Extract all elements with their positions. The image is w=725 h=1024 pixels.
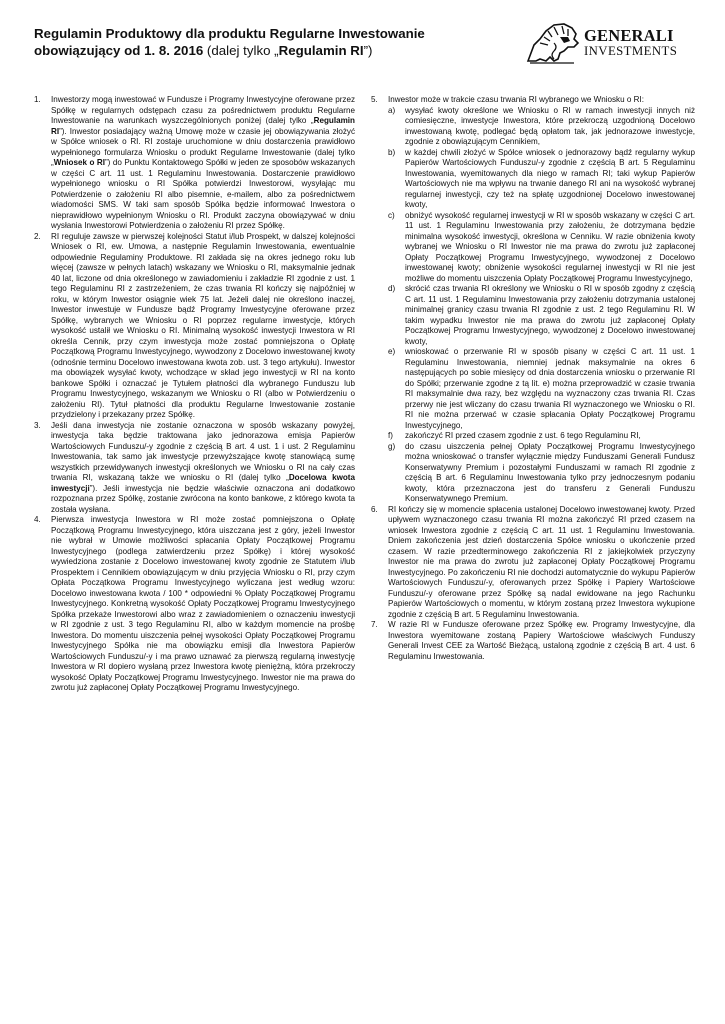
sub-clause-b: b) w każdej chwili złożyć w Spółce wniosek o jednorazowy bądź regularny wykup Papierów Wartościowych Funduszu/-y zgodnie z częścią B art. 5 Regulaminu Inwestowania, wyemitowanych dla niego w ramach RI; taki wykup Papierów Wartościowych nie ma wpływu na trwanie danego RI ani na wysokość wybranej regularnej inwestycji, czy też na spłatę uzgodnionej Docelowo inwestowanej kwoty, [388, 147, 695, 209]
clause-3: 3. Jeśli dana inwestycja nie zostanie oznaczona w sposób wskazany powyżej, inwestycja taka będzie traktowana jako jednorazowa emisja Papierów Wartościowych Funduszu/-y zgodnie z częścią B art. 4 ust. 1 i ust. 2 Regulaminu Inwestowania, tak samo jak inwestycje przewyższające kwotę stanowiącą sumę wszystkich przewidywanych inwestycji określonych we Wniosku o RI na cały czas trwania RI, wskazaną także we wniosku o RI (dalej tylko „Docelowa kwota inwestycji”). Jeśli inwestycja nie będzie właściwie oznaczona ani dodatkowo rozpoznana przez Spółkę, zostanie zwrócona na konto bankowe, z którego kwota ta została wysłana. [34, 420, 356, 514]
clause-1: 1. Inwestorzy mogą inwestować w Fundusze i Programy Inwestycyjne oferowane przez Spółkę w regularnych odstępach czasu za pośrednictwem produktu Regularne Inwestowanie na warunkach wyszczególnionych poniżej (dalej tylko „Regulamin RI”). Inwestor posiadający ważną Umowę może w czasie jej obowiązywania złożyć w Spółce wniosek o RI. RI zostaje uruchomione w dniu dostarczenia prawidłowo wypełnionego formularza Wniosku o produkt Regularne Inwestowanie (dalej tylko „Wniosek o RI”) do Punktu Kontaktowego Spółki w jeden ze sposobów wskazanych w części C art. 11 ust. 1 Regulaminu Inwestowania. Dostarczenie prawidłowo wypełnionego wniosku o RI Spółka potwierdzi Inwestorowi, wysyłając mu Potwierdzenie o założeniu RI albo pisemnie, e-mailem, albo za pośrednictwem wiadomości SMS. W taki sam sposób Spółka będzie informować Inwestora o nieprawidłowo wypełnionym Wniosku o RI. Produkt zaczyna obowiązywać w dniu wysłania Inwestorowi Potwierdzenia o założeniu RI przez Spółkę. [34, 95, 355, 230]
clause-number: 2. [34, 231, 41, 241]
sub-clause-list [388, 106, 695, 505]
right-column [367, 95, 695, 662]
sub-clause-e: e) wnioskować o przerwanie RI w sposób pisany w części C art. 11 ust. 1 Regulaminu Inwestowania, niemniej jednak maksymalnie na okres 6 następujących po sobie miesięcy od dnia dostarczenia wniosku o przerwanie RI do Spółki; przerwanie zgodne z tą lit. e) można przeprowadzić w czasie trwania RI maksymalnie dwa razy, bez względu na wyznaczony czas trwania RI. Czas przerwy nie jest wliczany do czasu trwania RI wyznaczonego we Wniosku o RI. RI nie można przerwać w czasie spłacania Opłaty Początkowej Programu Inwestycyjnego, [388, 347, 695, 430]
sub-clause-d: d) skrócić czas trwania RI określony we Wniosku o RI w sposób zgodny z częścią C art. 11 ust. 1 Regulaminu Inwestowania przy założeniu dotrzymania ustalonej minimalnej granicy czasu trwania RI zgodnie z ust. 2 tego Regulaminu RI. W takim wypadku Inwestor nie ma prawa do zwrotu już zapłaconej Opłaty Początkowej Programu Inwestycyjnego, wywodzonej z Docelowo inwestowanej kwoty, [388, 284, 695, 346]
clause-number: 3. [34, 420, 41, 430]
sub-clause-a: a) wysyłać kwoty określone we Wniosku o RI w ramach inwestycji innych niż comiesięczne, inwestycje Inwestora, które przekroczą uzgodnioną Docelowo inwestowaną kwotę, podlegać będą opłatom tak, jak jednorazowe inwestycje, zgodnie z obowiązującym Cennikiem, [388, 105, 695, 146]
sub-clause-c: c) obniżyć wysokość regularnej inwestycji w RI w sposób wskazany w części C art. 11 ust. 1 Regulaminu Inwestowania przy założeniu, że dotrzymana będzie minimalna wysokość inwestycji, określona w Cenniku. W razie obniżenia kwoty wybranej we Wniosku o RI Inwestor nie ma prawa do zwrotu już zapłaconej Opłaty Początkowej Programu Inwestycyjnego, wywodzonej z Docelowo inwestowanej kwoty; obniżenie wysokości regularnej inwestycji w RI nie jest możliwe do momentu uiszczenia Opłaty Początkowej Programu Inwestycyjnego, [388, 210, 695, 283]
sub-clause-g: g) do czasu uiszczenia pełnej Opłaty Początkowej Programu Inwestycyjnego można wnioskować o transfer wyłącznie między Funduszami Generali Fundusz Konserwatywny Premium i pozostałymi Funduszami w ramach RI zgodnie z częścią B art. 6 Regulaminu Inwestowania tylko przy jednoczesnym podaniu kwoty, która przeznaczona jest do transferu z Generali Funduszu Konserwatywnego Premium. [388, 441, 695, 503]
sub-clause-f: f) zakończyć RI przed czasem zgodnie z ust. 6 tego Regulaminu RI, [388, 431, 641, 440]
title-line-1: Regulamin Produktowy dla produktu Regularne Inwestowanie [34, 26, 425, 41]
clause-4: 4. Pierwsza inwestycja Inwestora w RI może zostać pomniejszona o Opłatę Początkową Programu Inwestycyjnego, która uiszczana jest z góry, jeżeli Inwestor nie wybrał w Umowie możliwości spłacania Opłaty Początkowej Programu Inwestycyjnego (podlega zatwierdzeniu przez Spółkę) i której wysokość wywiedziona zostanie z Docelowo inwestowanej kwoty zgodnie ze Statutem i/lub Prospektem i Cennikiem obowiązującym w dniu przyjęcia Wniosku o RI, przy czym Opłata Początkowa Programu Inwestycyjnego wyliczana jest według wzoru: Docelowo inwestowana kwota / 100 * odpowiedni % Opłaty Początkowej Programu Inwestycyjnego. Konkretną wysokość Opłaty Początkowej Programu Inwestycyjnego Spółka przekaże Inwestorowi albo wraz z zawiadomieniem o oznaczeniu inwestycji w RI zgodnie z ust. 3 tego Regulaminu RI, albo w każdym momencie na prośbę Inwestora. Do momentu uiszczenia pełnej wysokości Opłaty Początkowej Programu Inwestycyjnego Spółka nie ma obowiązku emisji dla Inwestora Papierów Wartościowych Funduszu/-y i ma prawo uznawać za pierwszą regularną inwestycję Inwestora w RI dopiero wysłaną przez Inwestora kwotę pieniężną, która przekroczy wysokość Opłaty Początkowej Programu Inwestycyjnego. Inwestor nie ma prawa do zwrotu już zapłaconej Opłaty Początkowej Programu Inwestycyjnego. [34, 515, 355, 692]
clause-list-right [367, 95, 695, 662]
clause-7: 7. W razie RI w Fundusze oferowane przez Spółkę ew. Programy Inwestycyjne, dla Inwestora wyemitowane zostaną Papiery Wartościowe właściwych Funduszy Generali Invest CEE za Wartość Bieżącą, ustaloną zgodnie z częścią B art. 4 ust. 6 Regulaminu Inwestowania. [371, 620, 695, 661]
title-line-2: obowiązujący od 1. 8. 2016 (dalej tylko „Regulamin RI”) [34, 43, 373, 58]
clause-number: 4. [34, 515, 41, 524]
lion-emblem-icon [524, 21, 582, 65]
document-title [34, 25, 514, 59]
clause-5: 5. Inwestor może w trakcie czasu trwania RI wybranego we Wniosku o RI: a) wysyłać kwoty określone we Wniosku o RI w ramach inwestycji innych niż comiesięczne, inwestycje Inwestora, które przekroczą uzgodnioną Docelowo inwestowaną kwotę, podlegać będą opłatom tak, jak jednorazowe inwestycje, zgodnie z obowiązującym Cennikiem, b) w każdej chwili złożyć w Spółce wniosek o jednorazowy bądź regularny wykup Papierów Wartościowych Funduszu/-y zgodnie z częścią B art. 5 Regulaminu Inwestowania, wyemitowanych dla niego w ramach RI; taki wykup Papierów Wartościowych nie ma wpływu na trwanie danego RI ani na wysokość wybranej regularnej inwestycji, czy też na spłatę uzgodnionej Docelowo inwestowanej kwoty, c) obniżyć wysokość regularnej inwestycji w RI w sposób wskazany w części C art. 11 ust. 1 Regulaminu Inwestowania przy założeniu, że dotrzymana będzie minimalna wysokość inwestycji, określona w Cenniku. W razie obniżenia kwoty wybranej we Wniosku o RI Inwestor nie ma prawa do zwrotu już zapłaconej Opłaty Początkowej Programu Inwestycyjnego, wywodzonej z Docelowo inwestowanej kwoty; obniżenie wysokości regularnej inwestycji w RI nie jest możliwe do momentu uiszczenia Opłaty Początkowej Programu Inwestycyjnego, d) skrócić czas trwania RI określony we Wniosku o RI w sposób zgodny z częścią C art. 11 ust. 1 Regulaminu Inwestowania przy założeniu dotrzymania ustalonej minimalnej granicy czasu trwania RI zgodnie z ust. 2 tego Regulaminu RI. W takim wypadku Inwestor nie ma prawa do zwrotu już zapłaconej Opłaty Początkowej Programu Inwestycyjnego, wywodzonej z Docelowo inwestowanej kwoty, e) wnioskować o przerwanie RI w sposób pisany w części C art. 11 ust. 1 Regulaminu Inwestowania, niemniej jednak maksymalnie na okres 6 następujących po sobie miesięcy od dnia dostarczenia wniosku o przerwanie RI do Spółki; przerwanie zgodne z tą lit. e) można przeprowadzić w czasie trwania RI maksymalnie dwa razy, bez względu na wyznaczony czas trwania RI. Czas przerwy nie jest wliczany do czasu trwania RI wyznaczonego we Wniosku o RI. RI nie można przerwać w czasie spłacania Opłaty Początkowej Programu Inwestycyjnego, f) zakończyć RI przed czasem zgodnie z ust. 6 tego Regulaminu RI, g) do czasu uiszczenia pełnej Opłaty Początkowej Programu Inwestycyjnego można wnioskować o transfer wyłącznie między Funduszami Generali Fundusz Konserwatywny Premium i pozostałymi Funduszami w ramach RI zgodnie z częścią B art. 6 Regulaminu Inwestowania tylko przy jednoczesnym podaniu kwoty, która przeznaczona jest do transferu z Generali Funduszu Konserwatywnego Premium. [371, 95, 695, 503]
left-column [30, 95, 355, 694]
clause-number: 1. [34, 95, 41, 104]
generali-logo [524, 21, 700, 65]
clause-number: 6. [371, 504, 378, 514]
clause-list-left [30, 95, 355, 694]
clause-number: 7. [371, 620, 378, 629]
clause-2: 2. RI reguluje zawsze w pierwszej kolejności Statut i/lub Prospekt, w dalszej kolejności Wniosek o RI, ew. Umowa, a następnie Regulamin Inwestowania, ewentualnie odpowiednie Regulaminy Produktowe. RI zakłada się na okres jednego roku lub więcej (zawsze w pełnych latach) wskazany we Wniosku o RI, maksymalnie jednak 40 lat, liczone od dnia określonego w zawiadomieniu i zakładzie RI zgodnie z ust. 1 tego Regulaminu RI z zastrzeżeniem, że czas trwania RI kończy się najpóźniej w roku, w którym Inwestor osiągnie wiek 75 lat. Jeżeli dalej nie określono inaczej, Inwestor inwestuje w Fundusze bądź Programy Inwestycyjne oferowane przez Spółkę, wybranych we Wniosku o RI poprzez regularne inwestycje, których wysokość ustalił we Wniosku o RI. Minimalną wysokość inwestycji Inwestora w RI określa Cennik, przy czym inwestycja może zostać pomniejszona o Opłatę Początkową Programu Inwestycyjnego, wywodzony z Docelowo inwestowanej kwoty (odnośnie terminu Docelowo inwestowana kwota zob. ust. 3 tego artykułu). Inwestor ma obowiązek wysyłać kwoty, wchodzące w skład jego inwestycji w RI na konto bankowe Spółki i oznaczać je Tytułem płatności dla wybranego Funduszu lub Programu Inwestycyjnego, wskazanym we Wniosku o RI (albo w Potwierdzeniu o założeniu RI). Tytuł płatności dla produktu Regularne Inwestowanie zostanie przydzielony i przekazany przez Spółkę. [34, 231, 355, 419]
page-header [34, 25, 694, 75]
logo-text-investments: INVESTMENTS [584, 44, 678, 58]
clause-6: 6. RI kończy się w momencie spłacenia ustalonej Docelowo inwestowanej kwoty. Przed upływem wyznaczonego czasu trwania RI można zakończyć RI przed czasem na wniosek Inwestora zgodnie z częścią C art. 11 ust. 1 Regulaminu Inwestowania. Dniem zakończenia jest dzień dostarczenia Spółce wniosku o ukończenie przed czasem. W razie przedterminowego zakończenia RI z jakiejkolwiek przyczyny Inwestor nie ma prawa do zwrotu już zapłaconej Opłaty Początkowej Programu Inwestycyjnego. Po zakończeniu RI nie dochodzi automatycznie do wykupu Papierów Wartościowych Funduszu/-y, oferowanych przez Spółkę i Papiery Wartościowe Funduszu/-y oferowane przez Spółkę są nadal ewidowane na jego Rachunku Papierów Wartościowych o momentu, w którym zostaną przez Inwestora wykupione zgodnie z częścią B art. 5 Regulaminu Inwestowania. [371, 504, 695, 619]
clause-number: 5. [371, 95, 378, 104]
logo-text-generali: GENERALI [584, 26, 674, 45]
